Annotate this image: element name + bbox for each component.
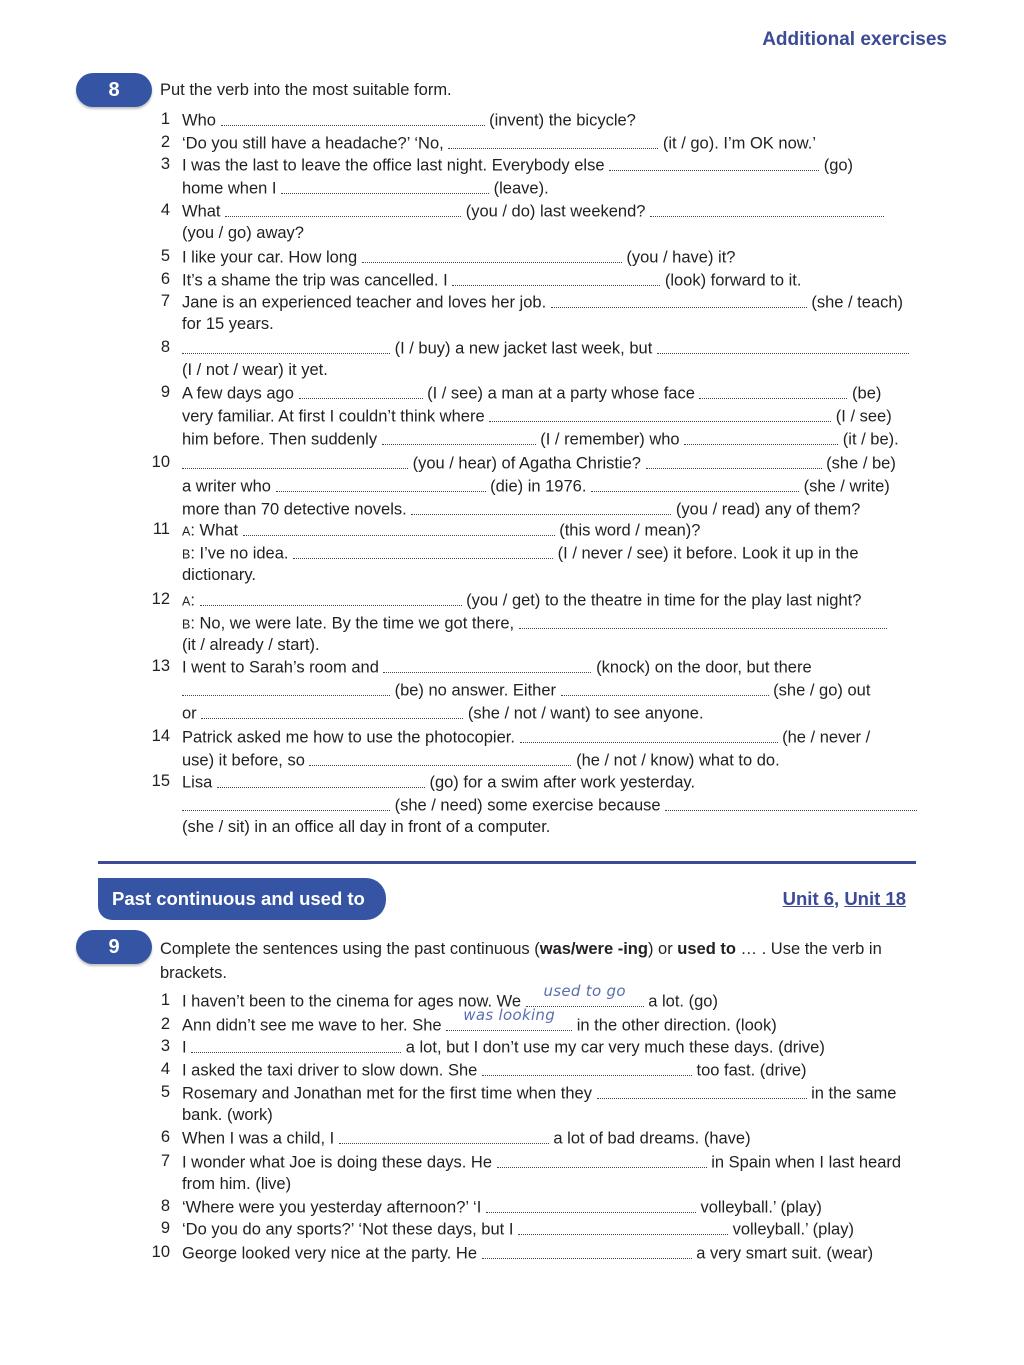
answer-blank[interactable] bbox=[646, 451, 822, 469]
answer-blank[interactable] bbox=[293, 541, 553, 559]
item-text: What bbox=[182, 202, 226, 221]
item-text: I haven’t been to the cinema for ages now. We bbox=[182, 992, 526, 1011]
item-line bbox=[182, 701, 704, 724]
item-text: ‘Where were you yesterday afternoon?’ ‘I bbox=[182, 1198, 486, 1217]
item-text: a lot. (go) bbox=[643, 992, 718, 1011]
item-text: (you / do) last weekend? bbox=[461, 202, 651, 221]
answer-blank[interactable] bbox=[201, 701, 463, 719]
answer-blank[interactable] bbox=[657, 336, 909, 354]
item-text: (he / not / know) what to do. bbox=[571, 751, 780, 770]
item-text: (be) bbox=[847, 384, 882, 403]
item-text: volleyball.’ (play) bbox=[695, 1198, 822, 1217]
item-number: 6 bbox=[160, 1128, 170, 1146]
item-line bbox=[182, 1173, 291, 1196]
item-line bbox=[182, 518, 700, 541]
item-number: 9 bbox=[160, 1219, 170, 1237]
item-line bbox=[182, 1150, 901, 1173]
answer-blank[interactable] bbox=[650, 199, 884, 217]
item-number: 7 bbox=[160, 292, 170, 310]
item-text: in Spain when I last heard bbox=[706, 1153, 902, 1172]
item-text: Jane is an experienced teacher and loves her job. bbox=[182, 293, 551, 312]
item-line bbox=[182, 336, 909, 359]
item-line bbox=[182, 497, 860, 520]
item-text: (I / buy) a new jacket last week, but bbox=[390, 339, 657, 358]
item-text: (she / need) some exercise because bbox=[390, 796, 666, 815]
answer-blank[interactable] bbox=[591, 474, 799, 492]
item-line bbox=[182, 427, 899, 450]
item-line bbox=[182, 678, 870, 701]
item-number: 8 bbox=[160, 1197, 170, 1215]
item-text: (you / have) it? bbox=[621, 248, 736, 267]
item-text: a lot, but I don’t use my car very much these days. (drive) bbox=[401, 1038, 825, 1057]
item-text: I wonder what Joe is doing these days. He bbox=[182, 1153, 497, 1172]
item-text: Rosemary and Jonathan met for the first time when they bbox=[182, 1084, 597, 1103]
item-line bbox=[182, 1195, 822, 1218]
item-number: 14 bbox=[151, 727, 170, 745]
item-line bbox=[182, 655, 812, 678]
item-text: (this word / mean)? bbox=[554, 521, 701, 540]
item-line bbox=[182, 108, 636, 131]
item-text: I like your car. How long bbox=[182, 248, 362, 267]
item-text: from him. (live) bbox=[182, 1175, 292, 1193]
item-text: (go) bbox=[819, 156, 854, 175]
item-text: for 15 years. bbox=[182, 315, 274, 333]
example-answer-blank[interactable] bbox=[446, 1005, 572, 1031]
answer-blank[interactable] bbox=[225, 199, 461, 217]
item-text: I went to Sarah’s room and bbox=[182, 658, 384, 677]
item-text: (it / be). bbox=[838, 430, 899, 449]
answer-blank[interactable] bbox=[339, 1126, 549, 1144]
item-text: bank. (work) bbox=[182, 1106, 273, 1124]
item-number: 2 bbox=[160, 1015, 170, 1033]
item-text: volleyball.’ (play) bbox=[728, 1220, 854, 1239]
item-text: (leave). bbox=[489, 179, 549, 198]
instr-text: ) or bbox=[647, 940, 678, 958]
item-text: (I / see) a man at a party whose face bbox=[422, 384, 700, 403]
item-text: (she / teach) bbox=[806, 293, 904, 312]
item-line bbox=[182, 474, 890, 497]
item-number: 1 bbox=[160, 110, 170, 128]
item-line bbox=[182, 222, 304, 245]
exercise-8-badge: 8 bbox=[76, 73, 152, 107]
item-text: : No, we were late. By the time we got there, bbox=[190, 614, 519, 633]
item-text: (be) no answer. Either bbox=[390, 681, 561, 700]
answer-blank[interactable] bbox=[486, 1195, 696, 1213]
item-text: dictionary. bbox=[182, 566, 256, 584]
item-text: very familiar. At first I couldn’t think where bbox=[182, 407, 490, 426]
item-line bbox=[182, 313, 274, 336]
item-line bbox=[182, 404, 892, 427]
answer-blank[interactable] bbox=[520, 725, 778, 743]
item-line bbox=[182, 770, 695, 793]
item-line bbox=[182, 1058, 807, 1081]
speaker-label: B bbox=[182, 547, 191, 562]
item-line bbox=[182, 1081, 896, 1104]
item-number: 10 bbox=[151, 453, 170, 471]
item-text: (I / not / wear) it yet. bbox=[182, 361, 328, 379]
item-line bbox=[182, 176, 549, 199]
item-text: I bbox=[182, 1038, 192, 1057]
answer-blank[interactable] bbox=[243, 518, 555, 536]
answer-blank[interactable] bbox=[182, 336, 390, 354]
answer-blank[interactable] bbox=[217, 770, 425, 788]
item-text: or bbox=[182, 704, 202, 723]
item-text: ‘Do you still have a headache?’ ‘No, bbox=[182, 134, 449, 153]
item-number: 1 bbox=[160, 991, 170, 1009]
answer-blank[interactable] bbox=[684, 427, 838, 445]
answer-blank[interactable] bbox=[518, 1217, 728, 1235]
item-text: too fast. (drive) bbox=[691, 1061, 807, 1080]
speaker-label: A bbox=[182, 524, 191, 539]
unit-link-separator: , bbox=[834, 888, 840, 909]
answer-blank[interactable] bbox=[276, 474, 486, 492]
instr-text: Complete the sentences using the past continuous ( bbox=[160, 940, 540, 958]
item-number: 4 bbox=[160, 1060, 170, 1078]
item-number: 4 bbox=[160, 201, 170, 219]
answer-blank[interactable] bbox=[362, 245, 622, 263]
item-text: (look) forward to it. bbox=[660, 271, 802, 290]
instr-bold-form: was/were -ing bbox=[539, 940, 648, 958]
item-text: more than 70 detective novels. bbox=[182, 500, 412, 519]
item-line bbox=[182, 245, 735, 268]
item-text: (you / get) to the theatre in time for the play last night? bbox=[461, 591, 862, 610]
answer-blank[interactable] bbox=[382, 427, 536, 445]
speaker-label: A bbox=[182, 594, 191, 609]
unit-6-link[interactable]: Unit 6 bbox=[782, 888, 835, 909]
item-text: a writer who bbox=[182, 477, 276, 496]
item-text: Ann didn’t see me wave to her. She bbox=[182, 1016, 447, 1035]
item-number: 15 bbox=[151, 772, 170, 790]
answer-blank[interactable] bbox=[489, 404, 831, 422]
item-text: I was the last to leave the office last night. Everybody else bbox=[182, 156, 610, 175]
item-line bbox=[182, 199, 884, 222]
item-text: (it / go). I’m OK now.’ bbox=[658, 134, 817, 153]
item-line bbox=[182, 793, 917, 816]
exercise-9-instruction bbox=[160, 937, 914, 985]
item-line bbox=[182, 451, 896, 474]
answer-blank[interactable] bbox=[182, 793, 390, 811]
answer-blank[interactable] bbox=[383, 655, 591, 673]
answer-blank[interactable] bbox=[191, 1035, 401, 1053]
answer-blank[interactable] bbox=[597, 1081, 807, 1099]
item-line bbox=[182, 290, 903, 313]
item-line bbox=[182, 1104, 273, 1127]
example-answer: used to go bbox=[543, 981, 626, 1000]
item-text: : What bbox=[190, 521, 243, 540]
item-text: (go) for a swim after work yesterday. bbox=[424, 773, 696, 792]
item-text: Who bbox=[182, 111, 221, 130]
item-number: 13 bbox=[151, 657, 170, 675]
item-text: It’s a shame the trip was cancelled. I bbox=[182, 271, 453, 290]
item-text: (you / read) any of them? bbox=[671, 500, 861, 519]
answer-blank[interactable] bbox=[699, 381, 847, 399]
item-number: 3 bbox=[160, 155, 170, 173]
item-number: 12 bbox=[151, 590, 170, 608]
item-line bbox=[182, 153, 853, 176]
item-text: in the same bbox=[806, 1084, 897, 1103]
item-number: 3 bbox=[160, 1037, 170, 1055]
item-number: 9 bbox=[160, 383, 170, 401]
item-text: A few days ago bbox=[182, 384, 299, 403]
speaker-label: B bbox=[182, 617, 191, 632]
item-text: (she / go) out bbox=[768, 681, 871, 700]
item-line bbox=[182, 541, 859, 564]
item-line bbox=[182, 359, 328, 382]
item-number: 5 bbox=[160, 247, 170, 265]
item-line bbox=[182, 1126, 751, 1149]
item-line bbox=[182, 634, 320, 657]
item-line bbox=[182, 1035, 825, 1058]
exercise-8-instruction: Put the verb into the most suitable form. bbox=[160, 81, 452, 99]
item-line bbox=[182, 131, 816, 154]
item-number: 10 bbox=[151, 1243, 170, 1261]
answer-blank[interactable] bbox=[299, 381, 423, 399]
item-line bbox=[182, 381, 881, 404]
item-text: use) it before, so bbox=[182, 751, 310, 770]
item-text: (you / go) away? bbox=[182, 224, 304, 242]
answer-blank[interactable] bbox=[609, 153, 819, 171]
item-text: (she / not / want) to see anyone. bbox=[463, 704, 704, 723]
answer-blank[interactable] bbox=[452, 268, 660, 286]
answer-blank[interactable] bbox=[182, 451, 408, 469]
section-banner: Past continuous and used to bbox=[98, 878, 386, 920]
item-text: (she / write) bbox=[799, 477, 890, 496]
answer-blank[interactable] bbox=[200, 588, 462, 606]
item-text: him before. Then suddenly bbox=[182, 430, 382, 449]
unit-links bbox=[783, 888, 906, 910]
item-line bbox=[182, 1241, 873, 1264]
item-text: (die) in 1976. bbox=[485, 477, 592, 496]
item-line bbox=[182, 1005, 777, 1036]
item-line bbox=[182, 748, 780, 771]
item-text: (I / never / see) it before. Look it up in the bbox=[553, 544, 859, 563]
item-text: home when I bbox=[182, 179, 282, 198]
item-number: 6 bbox=[160, 270, 170, 288]
item-text: a very smart suit. (wear) bbox=[691, 1244, 874, 1263]
item-line bbox=[182, 611, 887, 634]
item-number: 2 bbox=[160, 133, 170, 151]
item-text: : I’ve no idea. bbox=[190, 544, 294, 563]
answer-blank[interactable] bbox=[482, 1058, 692, 1076]
example-answer: was looking bbox=[463, 1005, 556, 1024]
item-number: 5 bbox=[160, 1083, 170, 1101]
answer-blank[interactable] bbox=[497, 1150, 707, 1168]
item-number: 8 bbox=[160, 338, 170, 356]
answer-blank[interactable] bbox=[221, 108, 485, 126]
item-text: George looked very nice at the party. He bbox=[182, 1244, 482, 1263]
item-text: in the other direction. (look) bbox=[572, 1016, 777, 1035]
item-text: I asked the taxi driver to slow down. She bbox=[182, 1061, 482, 1080]
answer-blank[interactable] bbox=[411, 497, 671, 515]
item-text: (she / sit) in an office all day in front of a computer. bbox=[182, 818, 551, 836]
unit-18-link[interactable]: Unit 18 bbox=[844, 888, 906, 909]
item-line bbox=[182, 268, 801, 291]
instr-text: … . Use the verb in brackets. bbox=[160, 940, 882, 982]
item-number: 11 bbox=[152, 520, 170, 538]
answer-blank[interactable] bbox=[519, 611, 887, 629]
instr-bold-form: used to bbox=[677, 940, 736, 958]
answer-blank[interactable] bbox=[665, 793, 917, 811]
item-text: Lisa bbox=[182, 773, 217, 792]
item-text: When I was a child, I bbox=[182, 1129, 339, 1148]
item-text: (he / never / bbox=[777, 728, 871, 747]
answer-blank[interactable] bbox=[309, 748, 571, 766]
item-line bbox=[182, 725, 870, 748]
item-text: (I / see) bbox=[831, 407, 892, 426]
answer-blank[interactable] bbox=[182, 678, 390, 696]
answer-blank[interactable] bbox=[551, 290, 807, 308]
answer-blank[interactable] bbox=[281, 176, 489, 194]
exercise-9-badge: 9 bbox=[76, 930, 152, 964]
item-line bbox=[182, 588, 861, 611]
item-line bbox=[182, 816, 550, 839]
item-text: (she / be) bbox=[821, 454, 896, 473]
item-text: (I / remember) who bbox=[535, 430, 685, 449]
item-text: a lot of bad dreams. (have) bbox=[548, 1129, 751, 1148]
item-text: : bbox=[190, 591, 200, 610]
answer-blank[interactable] bbox=[561, 678, 769, 696]
item-text: Patrick asked me how to use the photocopier. bbox=[182, 728, 520, 747]
item-line bbox=[182, 564, 256, 587]
item-text: (knock) on the door, but there bbox=[591, 658, 812, 677]
section-divider bbox=[98, 861, 916, 864]
item-text: ‘Do you do any sports?’ ‘Not these days, but I bbox=[182, 1220, 518, 1239]
answer-blank[interactable] bbox=[482, 1241, 692, 1259]
item-number: 7 bbox=[160, 1152, 170, 1170]
item-line bbox=[182, 1217, 854, 1240]
item-text: (invent) the bicycle? bbox=[484, 111, 636, 130]
item-text: (it / already / start). bbox=[182, 636, 320, 654]
item-text: (you / hear) of Agatha Christie? bbox=[408, 454, 646, 473]
page-header-title: Additional exercises bbox=[762, 29, 947, 50]
answer-blank[interactable] bbox=[448, 131, 658, 149]
